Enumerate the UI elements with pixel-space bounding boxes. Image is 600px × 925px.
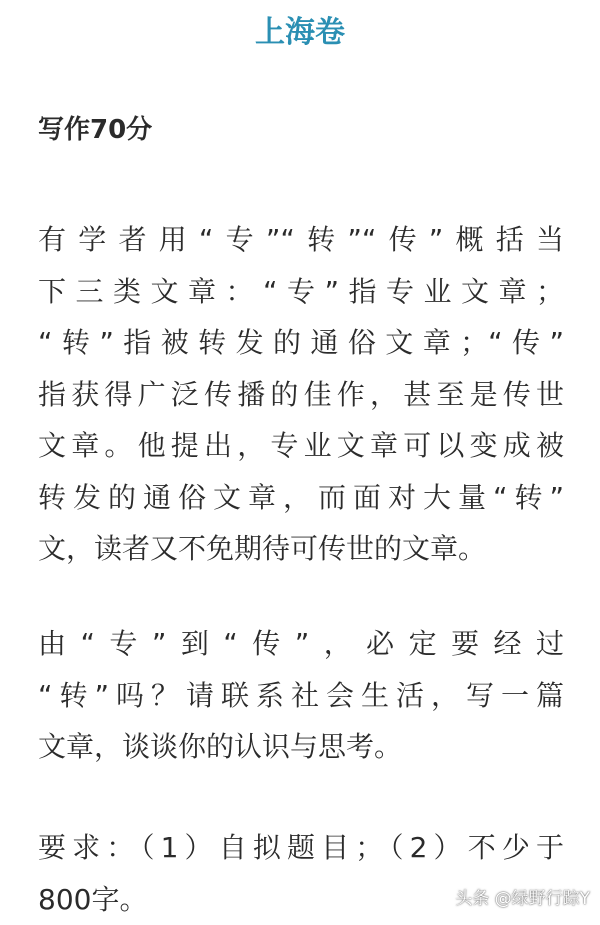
paragraph-line: 由“专”到“传”，必定要经过 [38,618,564,670]
paragraph-line: 下三类文章：“专”指专业文章； [38,266,564,318]
watermark: 头条 @绿野行踪Y [455,884,590,909]
paragraph-line: 文章，谈谈你的认识与思考。 [38,721,564,773]
paragraph-line: 转发的通俗文章，而面对大量“转” [38,472,564,524]
page-title: 上海卷 [0,8,600,58]
paragraph-line: “转”吗？请联系社会生活，写一篇 [38,670,564,722]
prompt-paragraph [38,214,564,575]
question-paragraph [38,618,564,773]
paragraph-line: “转”指被转发的通俗文章；“传” [38,317,564,369]
requirements-paragraph [38,822,564,925]
paragraph-line: 文，读者又不免期待可传世的文章。 [38,523,564,575]
section-heading: 写作70分 [38,108,152,152]
paragraph-line: 有学者用“专”“转”“传”概括当 [38,214,564,266]
paragraph-line: 要求：（1）自拟题目；（2）不少于 [38,822,564,874]
paragraph-line: 800字。 [38,874,564,925]
paragraph-line: 指获得广泛传播的佳作，甚至是传世 [38,369,564,421]
paragraph-line: 文章。他提出，专业文章可以变成被 [38,420,564,472]
